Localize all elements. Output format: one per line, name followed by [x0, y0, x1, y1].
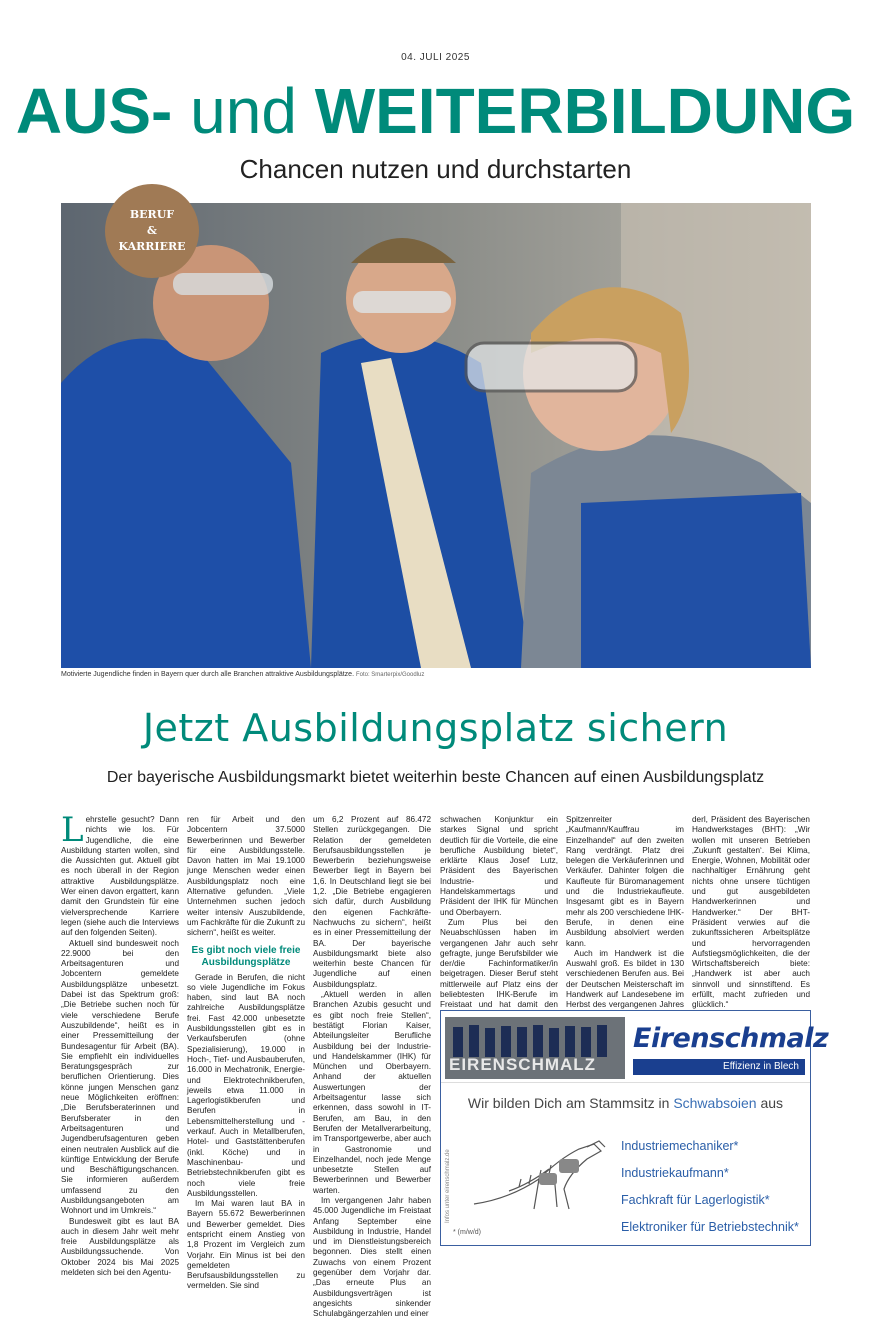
ad-headline-post: aus [760, 1095, 784, 1111]
col5-para-2: Auch im Handwerk ist die Auswahl groß. Es bildet in 130 verschiedenen Berufen aus. Bei der Deutschen Meisterschaft im Handwerk auf Landesebene im Herbst des vergangenen Jahres [566, 948, 684, 1010]
issue-date: 04. JULI 2025 [401, 52, 470, 63]
ad-photo-text: EIRENSCHMALZ [449, 1055, 597, 1074]
article-column-4 [440, 815, 558, 1021]
badge-line-3: KARRIERE [118, 240, 186, 253]
ad-headline [441, 1095, 810, 1111]
drop-cap: L [61, 810, 84, 850]
headline-part-3: WEITERBILDUNG [314, 75, 856, 147]
ad-footnote: * (m/w/d) [453, 1229, 481, 1236]
article-title: Jetzt Ausbildungsplatz sichern [142, 706, 729, 750]
col3-para-3: Im vergangenen Jahr haben 45.000 Jugendliche im Freistaat Anfang September eine Ausbildung in Industrie, Handel und im Dienstleistungsbereich begonnen. Dies stellt einen Zuwachs von einem Prozent gegenüber dem Vorjahr dar. „Das erneute Plus an Ausbildungsverträgen ist angesichts sinkender Schulabgängerzahlen und einer [313, 1195, 431, 1319]
ad-job-3[interactable]: Fachkraft für Lagerlogistik* [621, 1193, 770, 1207]
article-column-1 [61, 810, 179, 1278]
ad-job-1[interactable]: Industriemechaniker* [621, 1139, 739, 1153]
col4-para-2: Zum Plus bei den Neuabschlüssen haben im vergangenen Jahr auch sehr gefragte, junge Berufsbilder wie der/die Fachinformatiker/in beigetragen. Dieser Beruf steht mittlerweile auf Platz eins der beliebtesten IHK-Berufe im Freistaat und hat damit den [440, 917, 558, 1010]
photo-credit: Foto: Smarterpix/Goodluz [355, 672, 425, 678]
article-column-6 [692, 815, 810, 1021]
ad-tagline: Effizienz in Blech [633, 1059, 805, 1075]
ad-job-4[interactable]: Elektroniker für Betriebstechnik* [621, 1220, 799, 1234]
col6-para-1: derl, Präsident des Bayerischen Handwerkstages (BHT): „Wir wollen mit unseren Betrieben ‚Zukunft gestalten‘. Bei Klima, Energie, Wohnen, Mobilität oder nachhaltiger Ernährung geht nichts ohne unsere tüchtigen und gut ausgebildeten Handwerkerinnen und Handwerker.“ Der BHT-Präsident verwies auf die zukunftssicheren Arbeitsplätze und hervorragenden Aufstiegsmöglichkeiten, die der Wirtschaftsbereich biete: „Handwerk ist aber auch sinnvoll und sinnstiftend. Es erfüllt, macht zufrieden und glücklich.“ [692, 815, 810, 1010]
eirenschmalz-logo: Eirenschmalz [633, 1023, 829, 1054]
col3-para-2: „Aktuell werden in allen Branchen Azubis gesucht und es gibt noch freie Stellen“, bestätigt Florian Kaiser, Abteilungsleiter Berufliche Ausbildung bei der Industrie- und Handelskammer (IHK) für München und Oberbayern. Anhand der aktuellen Auswertungen der Arbeitsagentur lasse sich erkennen, dass sowohl in IT-Berufen, am Bau, in den Berufen der Metallverarbeitung, im Transportgewerbe, aber auch in Gastronomie und Einzelhandel, noch jede Menge unbesetzte Stellen auf Bewerberinnen und Bewerber warten. [313, 990, 431, 1195]
article-column-3 [313, 815, 431, 1320]
col1-para-1: ehrstelle gesucht? Dann nichts wie los. Für Jugendliche, die eine Ausbildung starten wollen, sind die Aussichten gut. Aktuell gibt es noch überall in der Region attraktive Ausbildungsplätze. Wer einen davon ergattert, kann damit den Grundstein für eine vielversprechende Karriere legen (siehe auch die Interviews auf den folgenden Seiten). [61, 815, 179, 938]
col1-para-2: Aktuell sind bundesweit noch 22.9000 bei den Arbeitsagenturen und Jobcentern gemeldete Ausbildungsplätze unbesetzt. Dabei ist das Spektrum groß: „Die Betriebe suchen noch für viele verschiedene Berufe Auszubildende“, heißt es in einer Pressemitteilung der Bundesagentur für Arbeit (BA). Sie empfiehlt ein individuelles Beratungsgespräch zur beruflichen Orientierung. Dies könne jungen Menschen ganz neue Möglichkeiten eröffnen: „Die Berufsberaterinnen und Berufsberater in den Arbeitsagenturen und Jugendberufsagenturen geben einen neutralen Ausblick auf die künftige Entwicklung der Berufe und Beschäftigungschancen. Sie informieren außerdem umfassend zu den Ausbildungsangeboten am Wohnort und im Umkreis.“ [61, 938, 179, 1216]
badge-line-1: BERUF [129, 208, 175, 221]
ad-headline-pre: Wir bilden Dich am Stammsitz in [467, 1095, 670, 1111]
col2-para-1: ren für Arbeit und den Jobcentern 37.5000 Bewerberinnen und Bewerber für eine Ausbildungsstelle. Davon hatten im Mai 19.1000 junge Menschen weder einen Ausbildungsplatz noch eine Alternative gefunden. „Viele Unternehmen suchen jedoch weiter intensiv Auszubildende, um Fachkräfte für die Zukunft zu sichern“, heißt es weiter. [187, 815, 305, 938]
article-subhead: Es gibt noch viele freie Ausbildungsplätze [191, 944, 301, 968]
ad-side-note: Infos unter eirenschmalz.de [445, 1149, 451, 1223]
article-dek: Der bayerische Ausbildungsmarkt bietet weiterhin beste Chancen auf einen Ausbildungsplatz [106, 769, 765, 786]
caption-text: Motivierte Jugendliche finden in Bayern quer durch alle Branchen attraktive Ausbildungsplätze. [61, 671, 355, 678]
col3-para-1: um 6,2 Prozent auf 86.472 Stellen zurückgegangen. Die Relation der gemeldeten Berufsausbildungsstellen je Bewerberin beziehungsweise Bewerber liegt in Bayern bei 1,6. In Deutschland liegt sie bei 1,2. „Die Betriebe engagieren sich dafür, durch Ausbildung den eigenen Fachkräfte-Nachwuchs zu sichern“, heißt es in einer Pressemitteilung der BA. Der bayerische Ausbildungsmarkt biete also weiterhin beste Chancen für Jugendliche auf einen Ausbildungsplatz. [313, 815, 431, 989]
col4-para-1: schwachen Konjunktur ein starkes Signal und spricht deutlich für die Vorteile, die eine berufliche Ausbildung bietet“, erklärte Klaus Josef Lutz, Präsident des Bayerischen Industrie- und Handelskammertags und Präsident der IHK für München und Oberbayern. [440, 815, 558, 917]
col2-para-3: Im Mai waren laut BA in Bayern 55.672 Bewerberinnen und Bewerber gemeldet. Dies entspricht einem Anstieg von 1,8 Prozent im Vergleich zum Vorjahr. Ein Minus ist bei den gemeldeten Berufsausbildungsstellen zu vermelden. Sie sind [187, 1199, 305, 1291]
photo-caption [61, 671, 424, 678]
section-badge [105, 184, 199, 278]
ad-job-2[interactable]: Industriekaufmann* [621, 1166, 729, 1180]
headline-part-1: AUS- [15, 75, 173, 147]
page-headline [0, 75, 871, 147]
dinosaur-sheetmetal-icon [469, 1129, 609, 1219]
eirenschmalz-ad[interactable] [440, 1010, 829, 1246]
ad-headline-place: Schwabsoien [673, 1095, 757, 1111]
page-subtitle: Chancen nutzen und durchstarten [239, 154, 632, 184]
ad-job-list [621, 1139, 811, 1247]
badge-line-2: & [147, 224, 157, 237]
article-column-2 [187, 815, 305, 1292]
ad-header [441, 1011, 829, 1083]
col2-para-2: Gerade in Berufen, die nicht so viele Jugendliche im Fokus haben, sind laut BA noch zahlreiche Ausbildungsplätze frei. Fast 42.000 unbesetzte Ausbildungsstellen gibt es in Verkaufsberufen (ohne Spezialisierung), 19.000 in Hoch-, Tief- und Ausbauberufen, 16.000 in Mechatronik, Energie- und Elektrotechnikberufen, jeweils etwa 11.000 in Lagerlogistikberufen und Berufen in Lebensmittelherstellung und -verkauf. Auch in Metallberufen, Hotel- und Gaststättenberufen (inkl. Köche) und in Maschinenbau- und Betriebstechnikberufen gibt es noch viele freie Ausbildungsstellen. [187, 972, 305, 1198]
article-column-5 [566, 815, 684, 1021]
ad-team-photo [445, 1017, 625, 1079]
headline-part-2: und [190, 75, 297, 147]
col1-para-3: Bundesweit gibt es laut BA auch in diesem Jahr weit mehr freie Ausbildungsplätze als Ausbildungssuchende. Von Oktober 2024 bis Mai 2025 meldeten sich bei den Agentu- [61, 1216, 179, 1278]
col5-para-1: Spitzenreiter „Kaufmann/Kauffrau im Einzelhandel“ auf den zweiten Rang verdrängt. Platz drei belegen die Verkäuferinnen und Verkäufer. Dahinter folgen die Kaufleute für Büromanagement und die Industriekaufleute. Insgesamt gibt es in Bayern mehr als 200 verschiedene IHK-Berufe, in denen eine Ausbildung absolviert werden kann. [566, 815, 684, 948]
